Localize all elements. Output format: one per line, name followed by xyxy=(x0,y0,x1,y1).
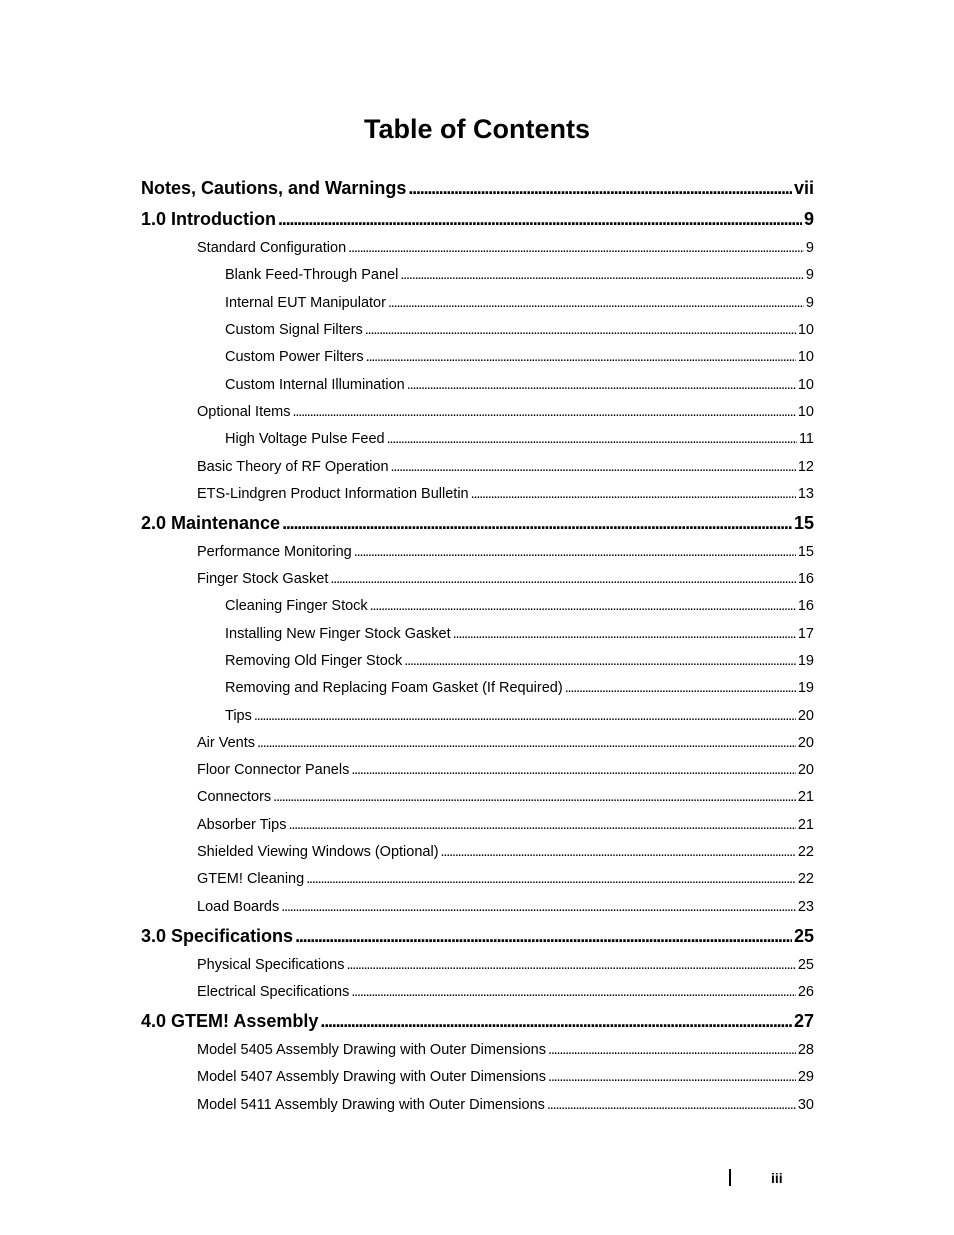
toc-entry[interactable] xyxy=(197,869,814,889)
dot-leader xyxy=(441,842,796,862)
toc-entry-page: 9 xyxy=(803,209,814,229)
toc-entry[interactable] xyxy=(197,787,814,807)
toc-entry-page: 10 xyxy=(797,404,814,420)
dot-leader xyxy=(273,787,796,807)
footer-page-number: iii xyxy=(771,1170,783,1186)
toc-entry[interactable] xyxy=(141,924,814,948)
toc-entry-label: Basic Theory of RF Operation xyxy=(197,459,389,475)
dot-leader xyxy=(306,869,796,889)
dot-leader xyxy=(408,176,792,200)
toc-entry[interactable] xyxy=(225,678,814,698)
toc-entry-page: 13 xyxy=(797,486,814,502)
toc-entry-page: 23 xyxy=(797,899,814,915)
dot-leader xyxy=(288,815,795,835)
toc-entry-label: Floor Connector Panels xyxy=(197,762,350,778)
toc-entry[interactable] xyxy=(197,1040,814,1060)
dot-leader xyxy=(366,347,796,367)
toc-entry-label: Custom Power Filters xyxy=(225,349,364,365)
toc-entry[interactable] xyxy=(141,1009,814,1033)
dot-leader xyxy=(548,1067,796,1087)
toc-entry[interactable] xyxy=(141,207,814,231)
toc-entry-label: Shielded Viewing Windows (Optional) xyxy=(197,844,439,860)
toc-entry-label: Removing and Replacing Foam Gasket (If Required) xyxy=(225,680,563,696)
dot-leader xyxy=(471,484,796,504)
toc-entry[interactable] xyxy=(225,596,814,616)
toc-entry[interactable] xyxy=(225,293,814,313)
toc-entry[interactable] xyxy=(197,1095,814,1115)
toc-entry-page: 10 xyxy=(797,349,814,365)
toc-entry[interactable] xyxy=(197,569,814,589)
toc-entry-label: 4.0 GTEM! Assembly xyxy=(141,1011,319,1031)
toc-entry-page: 19 xyxy=(797,653,814,669)
toc-entry[interactable] xyxy=(197,733,814,753)
dot-leader xyxy=(295,924,792,948)
dot-leader xyxy=(370,596,796,616)
toc-entry-page: 22 xyxy=(797,844,814,860)
toc-entry-page: 9 xyxy=(805,267,814,283)
toc-entry-label: Installing New Finger Stock Gasket xyxy=(225,626,451,642)
dot-leader xyxy=(348,238,804,258)
toc-entry-page: 20 xyxy=(797,762,814,778)
toc-entry-page: 10 xyxy=(797,322,814,338)
dot-leader xyxy=(388,293,804,313)
dot-leader xyxy=(565,678,796,698)
toc-entry-page: 26 xyxy=(797,984,814,1000)
dot-leader xyxy=(320,1009,792,1033)
toc-entry-page: 27 xyxy=(793,1011,814,1031)
dot-leader xyxy=(351,982,796,1002)
toc-entry[interactable] xyxy=(225,347,814,367)
toc-entry-label: Internal EUT Manipulator xyxy=(225,295,386,311)
toc-entry[interactable] xyxy=(197,402,814,422)
toc-entry-page: 9 xyxy=(805,295,814,311)
toc-entry-page: 21 xyxy=(797,817,814,833)
toc-entry-page: 19 xyxy=(797,680,814,696)
toc-entry[interactable] xyxy=(225,375,814,395)
toc-entry[interactable] xyxy=(197,1067,814,1087)
toc-entry-page: 30 xyxy=(797,1097,814,1113)
toc-entry-label: Electrical Specifications xyxy=(197,984,350,1000)
toc-entry[interactable] xyxy=(225,624,814,644)
toc-entry-label: Standard Configuration xyxy=(197,240,347,256)
toc-entry-page: 10 xyxy=(797,377,814,393)
toc-entry[interactable] xyxy=(197,955,814,975)
toc-entry[interactable] xyxy=(197,457,814,477)
toc-entry-page: 20 xyxy=(797,708,814,724)
toc-entry[interactable] xyxy=(197,484,814,504)
toc-entry-page: 12 xyxy=(797,459,814,475)
toc-entry-label: Physical Specifications xyxy=(197,957,345,973)
dot-leader xyxy=(400,265,804,285)
toc-entry-label: Custom Internal Illumination xyxy=(225,377,405,393)
dot-leader xyxy=(257,733,796,753)
toc-entry-label: 3.0 Specifications xyxy=(141,926,294,946)
footer-separator xyxy=(729,1169,731,1186)
dot-leader xyxy=(387,429,797,449)
toc-entry-page: 25 xyxy=(797,957,814,973)
dot-leader xyxy=(281,897,796,917)
toc-entry-label: Blank Feed-Through Panel xyxy=(225,267,399,283)
toc-entry-label: Optional Items xyxy=(197,404,291,420)
page-title: Table of Contents xyxy=(364,114,590,144)
toc-entry-label: High Voltage Pulse Feed xyxy=(225,431,385,447)
toc-entry[interactable] xyxy=(141,511,814,535)
dot-leader xyxy=(547,1095,796,1115)
toc-entry-label: Performance Monitoring xyxy=(197,544,352,560)
dot-leader xyxy=(354,542,796,562)
toc-entry-page: 22 xyxy=(797,871,814,887)
toc-entry-label: Finger Stock Gasket xyxy=(197,571,329,587)
toc-entry-label: Absorber Tips xyxy=(197,817,287,833)
dot-leader xyxy=(548,1040,796,1060)
dot-leader xyxy=(407,375,796,395)
toc-entry[interactable] xyxy=(225,429,814,449)
toc-entry-label: Model 5411 Assembly Drawing with Outer Dimensions xyxy=(197,1097,545,1113)
toc-entry[interactable] xyxy=(225,651,814,671)
toc-entry-page: vii xyxy=(793,178,814,198)
dot-leader xyxy=(365,320,796,340)
toc-entry-page: 29 xyxy=(797,1069,814,1085)
toc-entry-page: 15 xyxy=(797,544,814,560)
dot-leader xyxy=(351,760,796,780)
toc-entry[interactable] xyxy=(197,542,814,562)
toc-entry-page: 25 xyxy=(793,926,814,946)
dot-leader xyxy=(293,402,796,422)
toc-entry-label: Custom Signal Filters xyxy=(225,322,363,338)
toc-entry[interactable] xyxy=(225,265,814,285)
dot-leader xyxy=(278,207,802,231)
toc-entry-page: 20 xyxy=(797,735,814,751)
toc-entry-label: Tips xyxy=(225,708,252,724)
dot-leader xyxy=(404,651,796,671)
toc-entry-label: Air Vents xyxy=(197,735,256,751)
toc-entry-page: 16 xyxy=(797,598,814,614)
toc-entry[interactable] xyxy=(197,760,814,780)
toc-entry-page: 9 xyxy=(805,240,814,256)
toc-entry-label: 1.0 Introduction xyxy=(141,209,276,229)
toc-entry[interactable] xyxy=(197,815,814,835)
dot-leader xyxy=(391,457,796,477)
toc-entry-label: Removing Old Finger Stock xyxy=(225,653,403,669)
toc-entry-label: 2.0 Maintenance xyxy=(141,513,281,533)
dot-leader xyxy=(330,569,796,589)
toc-entry-page: 11 xyxy=(798,431,814,447)
dot-leader xyxy=(254,706,796,726)
toc-entry-label: Cleaning Finger Stock xyxy=(225,598,368,614)
toc-entry[interactable] xyxy=(197,982,814,1002)
toc-entry-label: Model 5405 Assembly Drawing with Outer Dimensions xyxy=(197,1042,546,1058)
dot-leader xyxy=(347,955,796,975)
toc-entry-page: 17 xyxy=(797,626,814,642)
toc-entry[interactable] xyxy=(141,176,814,200)
toc-entry-label: Notes, Cautions, and Warnings xyxy=(141,178,407,198)
dot-leader xyxy=(453,624,796,644)
toc-entry-label: GTEM! Cleaning xyxy=(197,871,305,887)
toc-entry-page: 16 xyxy=(797,571,814,587)
dot-leader xyxy=(282,511,792,535)
toc-entry-label: ETS-Lindgren Product Information Bulletin xyxy=(197,486,469,502)
toc-entry[interactable] xyxy=(197,842,814,862)
toc-entry[interactable] xyxy=(197,897,814,917)
toc-entry-page: 28 xyxy=(797,1042,814,1058)
toc-entry-label: Model 5407 Assembly Drawing with Outer Dimensions xyxy=(197,1069,546,1085)
toc-entry-label: Connectors xyxy=(197,789,272,805)
toc-entry-page: 15 xyxy=(793,513,814,533)
toc-entry[interactable] xyxy=(197,238,814,258)
toc-entry-page: 21 xyxy=(797,789,814,805)
toc-entry[interactable] xyxy=(225,706,814,726)
toc-entry-label: Load Boards xyxy=(197,899,280,915)
toc-entry[interactable] xyxy=(225,320,814,340)
